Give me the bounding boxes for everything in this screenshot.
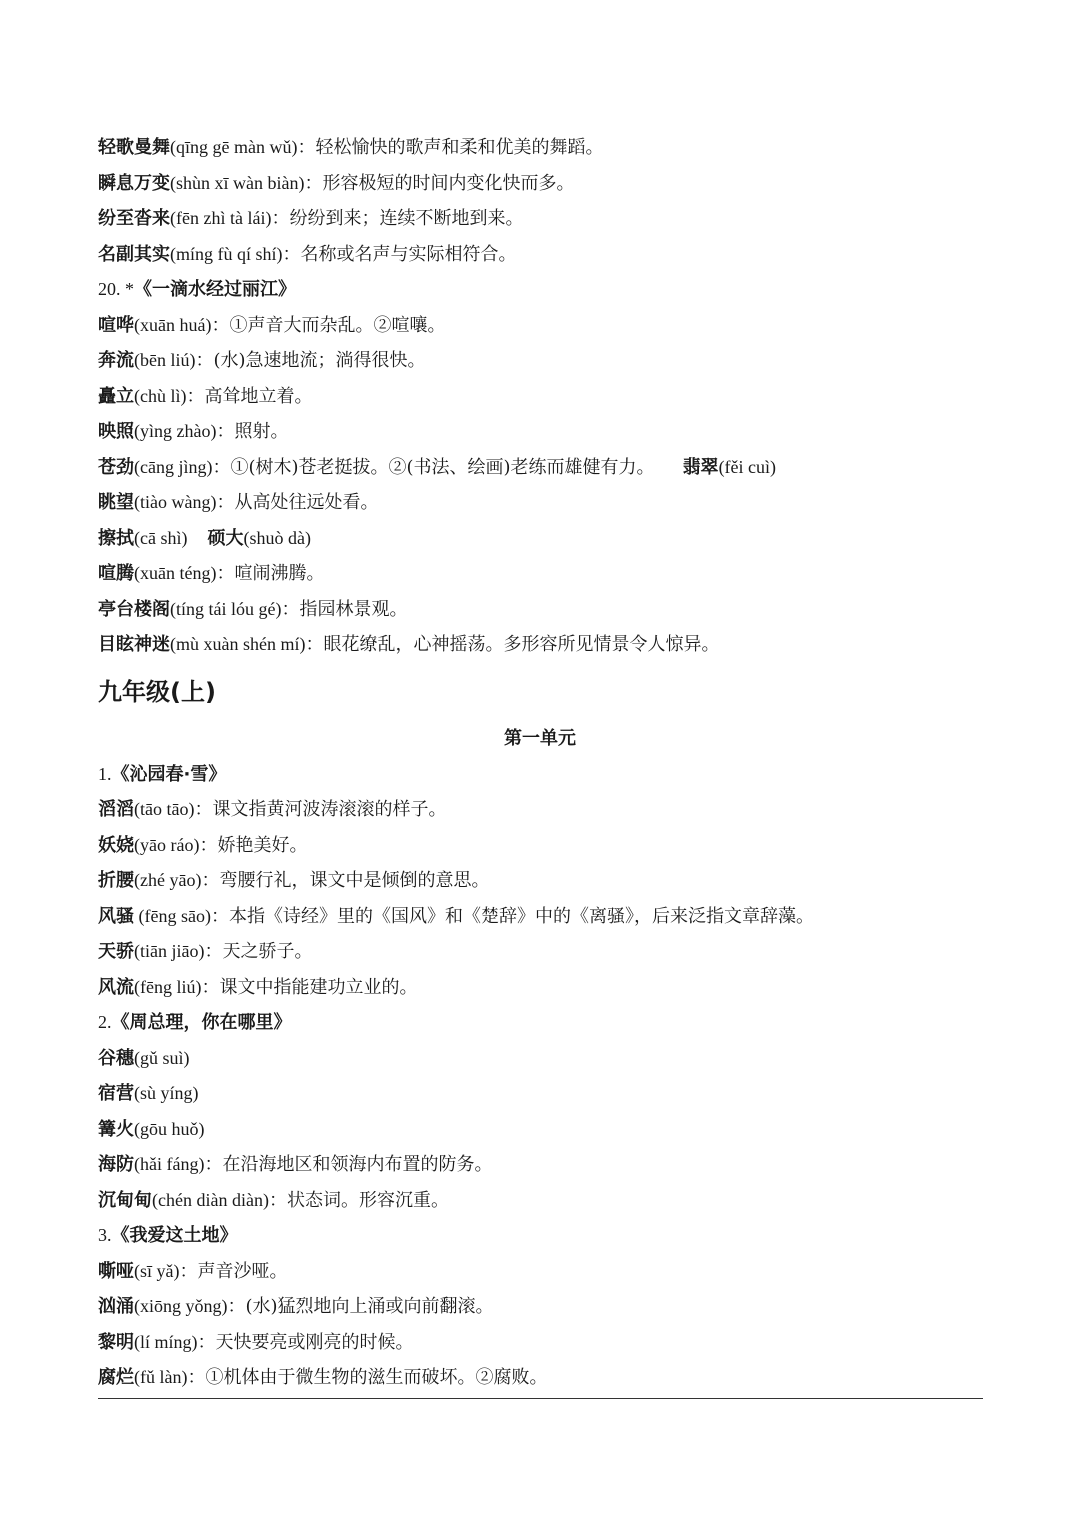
vocab-term: 谷穗 [98, 1047, 134, 1069]
unit-title: 第一单元 [504, 727, 576, 749]
vocab-definition: ：形容极短的时间内变化快而多。 [304, 172, 575, 194]
vocab-term: 腐烂 [98, 1367, 134, 1388]
vocab-pinyin: (mù xuàn shén mí) [170, 634, 306, 654]
vocab-definition: ：喧闹沸腾。 [216, 563, 325, 584]
vocab-entry [98, 379, 988, 415]
vocab-definition: ：轻松愉快的歌声和柔和优美的舞蹈。 [297, 137, 604, 158]
vocab-definition: ：(水)猛烈地向上涌或向前翻滚。 [227, 1296, 494, 1317]
vocab-pinyin: (yìng zhào) [134, 421, 217, 441]
vocab-definition: ：①声音大而杂乱。②喧嚷。 [211, 314, 446, 336]
vocab-definition: ：声音沙哑。 [179, 1260, 288, 1282]
vocab-term: 天骄 [98, 941, 134, 962]
vocab-term: 目眩神迷 [98, 634, 170, 655]
vocab-definition: ：弯腰行礼，课文中是倾倒的意思。 [201, 870, 490, 891]
vocab-term: 篝火 [98, 1118, 134, 1140]
vocab-entry [98, 1041, 988, 1077]
vocab-entry [98, 1183, 988, 1219]
vocab-term: 纷至沓来 [98, 208, 170, 229]
vocab-pinyin: (gǔ suì) [134, 1047, 190, 1068]
vocab-entry [98, 1112, 988, 1148]
vocab-term: 风流 [98, 976, 134, 998]
lesson-title: 《周总理，你在哪里》 [111, 1012, 292, 1033]
vocab-term: 映照 [98, 421, 134, 442]
vocab-term: 轻歌曼舞 [98, 137, 170, 158]
vocab-pinyin: (fěi cuì) [718, 456, 777, 477]
vocab-entry [98, 899, 988, 935]
vocab-term: 喧腾 [98, 563, 134, 584]
vocab-entry [98, 592, 988, 628]
vocab-entry [98, 1147, 988, 1183]
vocab-pinyin: (tiān jiāo) [134, 941, 205, 961]
vocab-definition: ：指园林景观。 [281, 598, 408, 620]
vocab-entry [98, 485, 988, 521]
vocab-term: 喧哗 [98, 314, 134, 336]
vocab-term: 奔流 [98, 350, 134, 371]
vocab-pinyin: (chù lì) [134, 385, 187, 406]
vocab-entry [98, 863, 988, 899]
vocab-term: 折腰 [98, 870, 134, 891]
vocab-definition: ：课文指黄河波涛滚滚的样子。 [194, 799, 447, 820]
vocab-term: 黎明 [98, 1331, 134, 1353]
lesson-number: 1. [98, 763, 112, 784]
vocab-term: 汹涌 [98, 1296, 134, 1317]
vocab-pinyin: (xuān huá) [134, 314, 212, 335]
vocab-definition: ：天之骄子。 [204, 941, 313, 962]
vocab-definition: ：状态词。形容沉重。 [268, 1189, 449, 1211]
vocab-pinyin: (tāo tāo) [134, 799, 195, 819]
vocab-term: 沉甸甸 [98, 1189, 152, 1211]
vocab-term: 眺望 [98, 492, 134, 513]
vocab-term: 硕大 [207, 527, 244, 549]
lesson-heading [98, 1218, 988, 1254]
vocabulary-page-content [98, 130, 988, 1396]
vocab-pinyin: (xiōng yǒng) [134, 1296, 228, 1316]
vocab-definition: ：眼花缭乱，心神摇荡。多形容所见情景令人惊异。 [305, 634, 720, 655]
vocab-definition: ：①机体由于微生物的滋生而破坏。②腐败。 [187, 1367, 548, 1388]
vocab-pinyin: (hǎi fáng) [134, 1154, 205, 1174]
vocab-pinyin: (fǔ làn) [134, 1367, 188, 1387]
vocab-pinyin: (fēn zhì tà lái) [170, 208, 272, 228]
vocab-entry [98, 414, 988, 450]
vocab-pinyin: (fēng sāo) [134, 905, 211, 926]
vocab-term: 擦拭 [98, 527, 134, 549]
lesson-title: 《我爱这土地》 [111, 1225, 238, 1246]
vocab-pinyin: (chén diàn diàn) [152, 1189, 269, 1210]
vocab-entry [98, 1360, 988, 1396]
lesson-title: 《沁园春·雪》 [111, 763, 227, 785]
vocab-term: 矗立 [98, 385, 134, 407]
vocab-entry [98, 627, 988, 663]
vocab-entry [98, 1254, 988, 1290]
lesson-number: 2. [98, 1012, 112, 1032]
vocab-pinyin: (xuān téng) [134, 563, 217, 583]
vocab-entry [98, 1325, 988, 1361]
vocab-definition: ：照射。 [216, 421, 289, 442]
vocab-pinyin: (shùn xī wàn biàn) [170, 172, 305, 193]
vocab-pinyin: (sù yíng) [134, 1083, 199, 1103]
vocab-pinyin: (tiào wàng) [134, 492, 217, 512]
vocab-term: 瞬息万变 [98, 172, 170, 194]
lesson-heading [98, 272, 988, 308]
vocab-term: 亭台楼阁 [98, 598, 170, 620]
vocab-term: 名副其实 [98, 243, 170, 265]
vocab-entry [98, 792, 988, 828]
vocab-term: 宿营 [98, 1083, 134, 1104]
lesson-number: 3. [98, 1225, 112, 1245]
vocab-definition: ：名称或名声与实际相符合。 [282, 243, 517, 265]
vocab-term: 海防 [98, 1154, 134, 1175]
lesson-title: 《一滴水经过丽江》 [134, 279, 296, 300]
footer-divider [98, 1398, 983, 1399]
vocab-definition: ：高耸地立着。 [186, 385, 313, 407]
vocab-pinyin: (tíng tái lóu gé) [170, 598, 282, 619]
vocab-definition: ：(水)急速地流；淌得很快。 [195, 350, 426, 371]
vocab-entry [98, 828, 988, 864]
vocab-term: 翡翠 [682, 456, 719, 478]
vocab-pinyin: (shuò dà) [243, 527, 311, 548]
lesson-number: 20. * [98, 279, 134, 299]
vocab-entry [98, 237, 988, 273]
vocab-pinyin: (lí míng) [134, 1331, 198, 1352]
vocab-term: 滔滔 [98, 799, 134, 820]
vocab-entry [98, 521, 988, 557]
vocab-pinyin: (cāng jìng) [134, 456, 213, 477]
vocab-pinyin: (gōu huǒ) [134, 1118, 205, 1139]
vocab-definition: ：课文中指能建功立业的。 [201, 976, 418, 998]
vocab-pinyin: (bēn liú) [134, 350, 196, 370]
vocab-term: 妖娆 [98, 834, 134, 856]
vocab-definition: ：纷纷到来；连续不断地到来。 [271, 208, 524, 229]
vocab-definition: ：娇艳美好。 [199, 834, 308, 856]
vocab-entry [98, 934, 988, 970]
vocab-pinyin: (fēng liú) [134, 976, 202, 997]
vocab-entry [98, 343, 988, 379]
vocab-pinyin: (cā shì) [134, 527, 188, 548]
vocab-entry [98, 308, 988, 344]
vocab-entry [98, 201, 988, 237]
vocab-entry [98, 450, 988, 486]
vocab-definition: ：本指《诗经》里的《国风》和《楚辞》中的《离骚》，后来泛指文章辞藻。 [210, 905, 814, 927]
vocab-definition: ：天快要亮或刚亮的时候。 [197, 1331, 414, 1353]
vocab-pinyin: (sī yǎ) [134, 1260, 180, 1281]
vocab-term: 嘶哑 [98, 1260, 134, 1282]
vocab-entry [98, 166, 988, 202]
vocab-pinyin: (zhé yāo) [134, 870, 202, 890]
vocab-definition: ：①(树木)苍老挺拔。②(书法、绘画)老练而雄健有力。 [212, 456, 655, 478]
vocab-pinyin: (yāo ráo) [134, 834, 200, 855]
vocab-entry [98, 1289, 988, 1325]
grade-title: 九年级(上) [98, 677, 216, 706]
vocab-definition: ：在沿海地区和领海内布置的防务。 [204, 1154, 493, 1175]
vocab-pinyin: (qīng gē màn wǔ) [170, 137, 298, 157]
vocab-term: 风骚 [98, 905, 134, 927]
vocab-term: 苍劲 [98, 456, 134, 478]
vocab-pinyin: (míng fù qí shí) [170, 243, 283, 264]
vocab-entry [98, 130, 988, 166]
lesson-heading [98, 757, 988, 793]
vocab-entry [98, 970, 988, 1006]
vocab-definition: ：从高处往远处看。 [216, 492, 379, 513]
lesson-heading [98, 1005, 988, 1041]
vocab-entry [98, 1076, 988, 1112]
vocab-entry [98, 556, 988, 592]
